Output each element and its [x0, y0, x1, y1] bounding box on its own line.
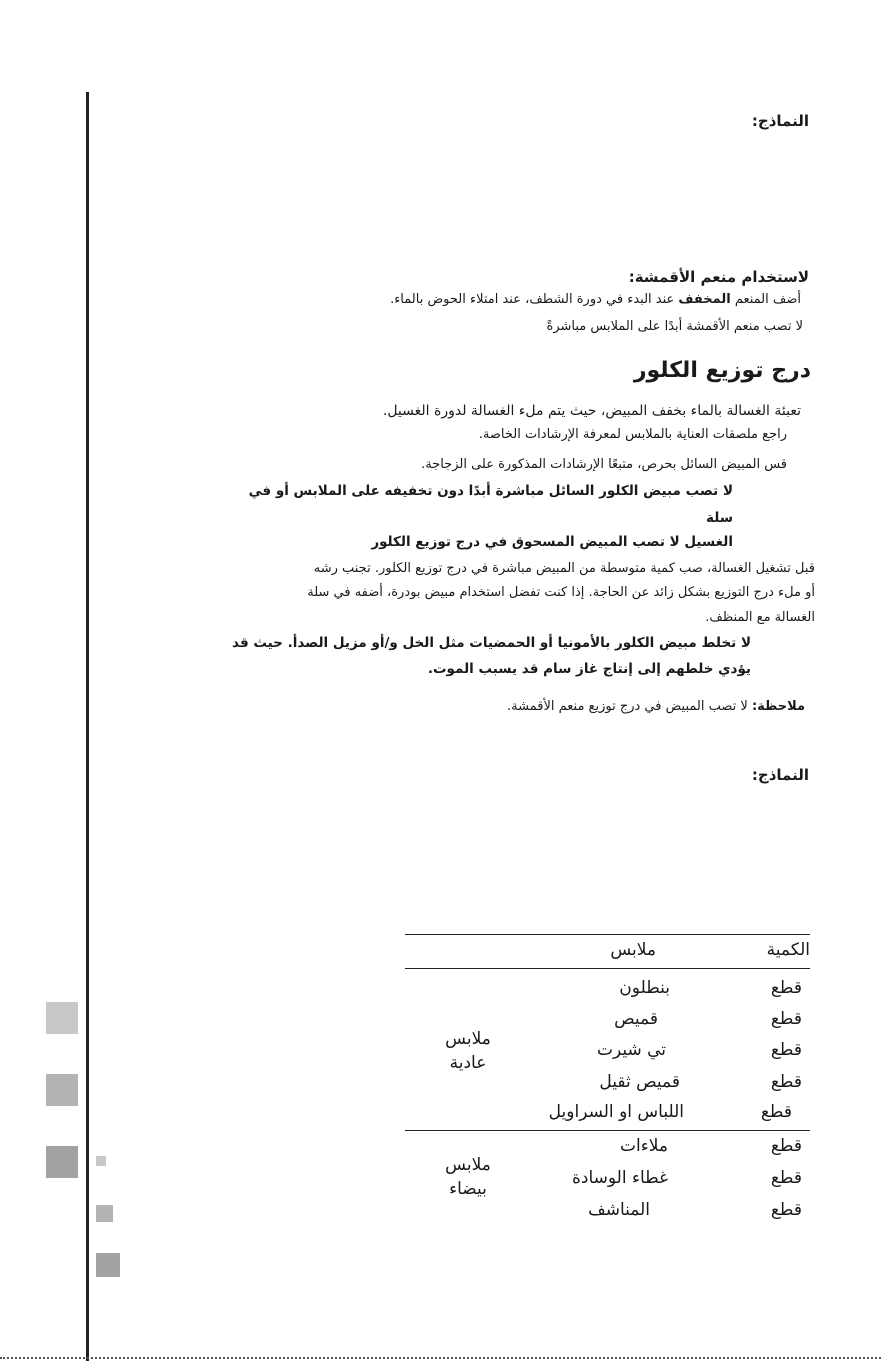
- group-label-regular-line1: ملابس: [445, 1029, 491, 1049]
- warning-1-line-a: لا تصب مبيض الكلور السائل مباشرة أبدًا دون تخفيفه على الملابس أو في: [248, 483, 733, 499]
- note-label: ملاحظة:: [751, 699, 805, 714]
- softener-line-2: لا تصب منعم الأقمشة أبدًا على الملابس مباشرةً: [546, 319, 803, 334]
- chlorine-line-2: راجع ملصقات العناية بالملابس لمعرفة الإرشادات الخاصة.: [478, 427, 787, 442]
- models-label-1: النماذج:: [751, 112, 809, 130]
- table-row-qty: قطع: [770, 1040, 802, 1060]
- table-row-item: اللباس او السراويل: [548, 1102, 684, 1122]
- side-tab-dark: [46, 1146, 78, 1178]
- table-row-item: بنطلون: [619, 978, 670, 998]
- softener-heading: لاستخدام منعم الأقمشة:: [628, 268, 809, 286]
- chlorine-paragraph-line-a: قبل تشغيل الغسالة، صب كمية متوسطة من المبيض مباشرة في درج توزيع الكلور. تجنب رشه: [313, 561, 815, 576]
- note-text: لا تصب المبيض في درج توزيع منعم الأقمشة.: [507, 699, 752, 714]
- softener-line-1-pre: أضف المنعم: [730, 292, 801, 307]
- chlorine-paragraph-line-c: الغسالة مع المنظف.: [705, 610, 815, 625]
- header-bottom-rule: [405, 968, 810, 969]
- softener-line-1: [390, 293, 801, 306]
- table-row-qty: قطع: [770, 1072, 802, 1092]
- table-row-qty: قطع: [770, 1200, 802, 1220]
- legend-square-mid: [96, 1205, 113, 1222]
- warning-3-line-a: لا تخلط مبيض الكلور بالأمونيا أو الحمضيات مثل الخل و/أو مزيل الصدأ. حيث قد: [232, 635, 751, 651]
- table-row-item: ملاءات: [620, 1136, 668, 1156]
- table-top-rule: [405, 934, 810, 935]
- note: [507, 700, 805, 713]
- legend-square-light: [96, 1156, 106, 1166]
- warning-2: الغسيل لا تصب المبيض المسحوق في درج توزيع الكلور: [371, 534, 733, 550]
- chlorine-paragraph-line-b: أو ملء درج التوزيع بشكل زائد عن الحاجة. إذا كنت تفضل استخدام مبيض بودرة، أضفه في سلة: [307, 585, 815, 600]
- table-row-qty: قطع: [770, 1136, 802, 1156]
- chlorine-heading: درج توزيع الكلور: [633, 358, 811, 383]
- group-divider-rule: [405, 1130, 810, 1131]
- table-row-qty: قطع: [760, 1102, 792, 1122]
- group-label-white: [423, 1154, 513, 1202]
- bottom-dotted-border: [0, 1357, 881, 1359]
- group-label-white-line1: ملابس: [445, 1155, 491, 1175]
- table-row-item: قميص ثقيل: [599, 1072, 680, 1092]
- table-row-item: غطاء الوسادة: [572, 1168, 668, 1188]
- warning-3-line-b: يؤدي خلطهم إلى إنتاج غاز سام قد يسبب الموت.: [427, 661, 751, 677]
- models-label-2: النماذج:: [751, 766, 809, 784]
- table-row-qty: قطع: [770, 978, 802, 998]
- table-row-item: تي شيرت: [596, 1040, 666, 1060]
- header-qty: الكمية: [766, 940, 810, 960]
- chlorine-line-3: قس المبيض السائل بحرص، متبعًا الإرشادات المذكورة على الزجاجة.: [421, 457, 787, 472]
- side-tab-mid: [46, 1074, 78, 1106]
- left-margin-rule: [86, 92, 89, 1361]
- table-row-item: قميص: [614, 1009, 658, 1029]
- group-label-regular-line2: عادية: [449, 1052, 487, 1073]
- warning-1-line-b: سلة: [706, 510, 733, 526]
- chlorine-line-1: تعبئة الغسالة بالماء بخفف المبيض، حيث يتم ملء الغسالة لدورة الغسيل.: [382, 403, 801, 419]
- header-clothes: ملابس: [610, 940, 656, 960]
- softener-line-1-post: عند البدء في دورة الشطف، عند امتلاء الحوض بالماء.: [390, 292, 679, 307]
- side-tab-light: [46, 1002, 78, 1034]
- group-label-regular: [423, 1028, 513, 1076]
- group-label-white-line2: بيضاء: [449, 1178, 487, 1199]
- softener-line-1-bold: المخفف: [678, 292, 731, 307]
- table-row-item: المناشف: [588, 1200, 650, 1220]
- legend-square-dark: [96, 1253, 120, 1277]
- table-row-qty: قطع: [770, 1168, 802, 1188]
- table-row-qty: قطع: [770, 1009, 802, 1029]
